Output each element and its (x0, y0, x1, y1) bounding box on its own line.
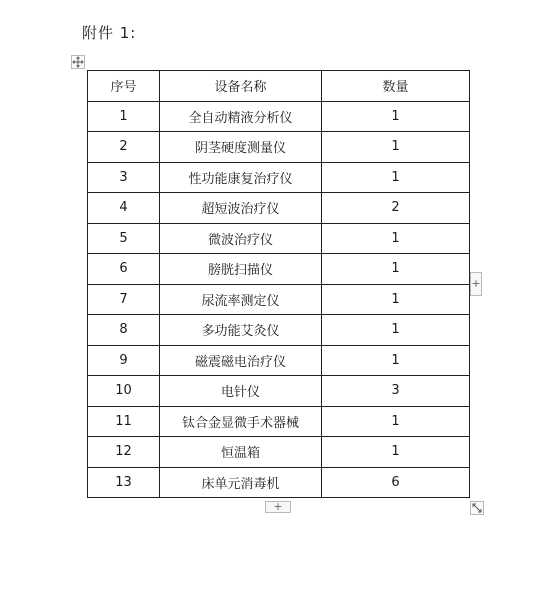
cell-quantity[interactable]: 1 (322, 345, 470, 376)
table-row (88, 193, 470, 224)
cell-serial-number[interactable]: 4 (88, 193, 160, 224)
table-row (88, 315, 470, 346)
cell-equipment-name[interactable]: 性功能康复治疗仪 (160, 162, 322, 193)
table-row (88, 345, 470, 376)
cell-quantity[interactable]: 1 (322, 406, 470, 437)
cell-serial-number[interactable]: 8 (88, 315, 160, 346)
cell-serial-number[interactable]: 1 (88, 101, 160, 132)
cell-equipment-name[interactable]: 恒温箱 (160, 437, 322, 468)
table-row (88, 132, 470, 163)
table-row (88, 254, 470, 285)
cell-equipment-name[interactable]: 多功能艾灸仪 (160, 315, 322, 346)
table-row (88, 223, 470, 254)
cell-quantity[interactable]: 1 (322, 101, 470, 132)
header-serial-number[interactable]: 序号 (88, 71, 160, 102)
header-equipment-name[interactable]: 设备名称 (160, 71, 322, 102)
header-quantity[interactable]: 数量 (322, 71, 470, 102)
cell-serial-number[interactable]: 13 (88, 467, 160, 498)
table-row (88, 406, 470, 437)
table-row (88, 284, 470, 315)
cell-serial-number[interactable]: 5 (88, 223, 160, 254)
cell-quantity[interactable]: 6 (322, 467, 470, 498)
cell-serial-number[interactable]: 10 (88, 376, 160, 407)
cell-equipment-name[interactable]: 超短波治疗仪 (160, 193, 322, 224)
table-header-row (88, 71, 470, 102)
cell-equipment-name[interactable]: 钛合金显微手术器械 (160, 406, 322, 437)
table-resize-handle[interactable] (470, 501, 484, 515)
cell-equipment-name[interactable]: 阴茎硬度测量仪 (160, 132, 322, 163)
cell-quantity[interactable]: 1 (322, 315, 470, 346)
cell-equipment-name[interactable]: 尿流率测定仪 (160, 284, 322, 315)
equipment-table (87, 70, 470, 498)
cell-serial-number[interactable]: 2 (88, 132, 160, 163)
table-row (88, 101, 470, 132)
cell-equipment-name[interactable]: 磁震磁电治疗仪 (160, 345, 322, 376)
cell-quantity[interactable]: 1 (322, 223, 470, 254)
table-row (88, 376, 470, 407)
cell-equipment-name[interactable]: 微波治疗仪 (160, 223, 322, 254)
cell-serial-number[interactable]: 9 (88, 345, 160, 376)
cell-quantity[interactable]: 1 (322, 284, 470, 315)
add-row-button[interactable]: + (265, 501, 291, 513)
table-row (88, 162, 470, 193)
table-move-handle[interactable] (71, 55, 85, 69)
cell-quantity[interactable]: 1 (322, 254, 470, 285)
attachment-title: 附件 1: (82, 24, 137, 42)
cell-equipment-name[interactable]: 膀胱扫描仪 (160, 254, 322, 285)
cell-quantity[interactable]: 1 (322, 132, 470, 163)
cell-equipment-name[interactable]: 全自动精液分析仪 (160, 101, 322, 132)
resize-diagonal-icon (471, 502, 483, 514)
cell-serial-number[interactable]: 3 (88, 162, 160, 193)
cell-serial-number[interactable]: 7 (88, 284, 160, 315)
cell-quantity[interactable]: 3 (322, 376, 470, 407)
cell-quantity[interactable]: 1 (322, 437, 470, 468)
cell-quantity[interactable]: 1 (322, 162, 470, 193)
cell-equipment-name[interactable]: 电针仪 (160, 376, 322, 407)
cell-serial-number[interactable]: 6 (88, 254, 160, 285)
move-cross-arrows-icon (72, 56, 84, 68)
cell-serial-number[interactable]: 12 (88, 437, 160, 468)
cell-serial-number[interactable]: 11 (88, 406, 160, 437)
table-row (88, 437, 470, 468)
table-row (88, 467, 470, 498)
cell-quantity[interactable]: 2 (322, 193, 470, 224)
add-column-button[interactable]: + (470, 272, 482, 296)
cell-equipment-name[interactable]: 床单元消毒机 (160, 467, 322, 498)
